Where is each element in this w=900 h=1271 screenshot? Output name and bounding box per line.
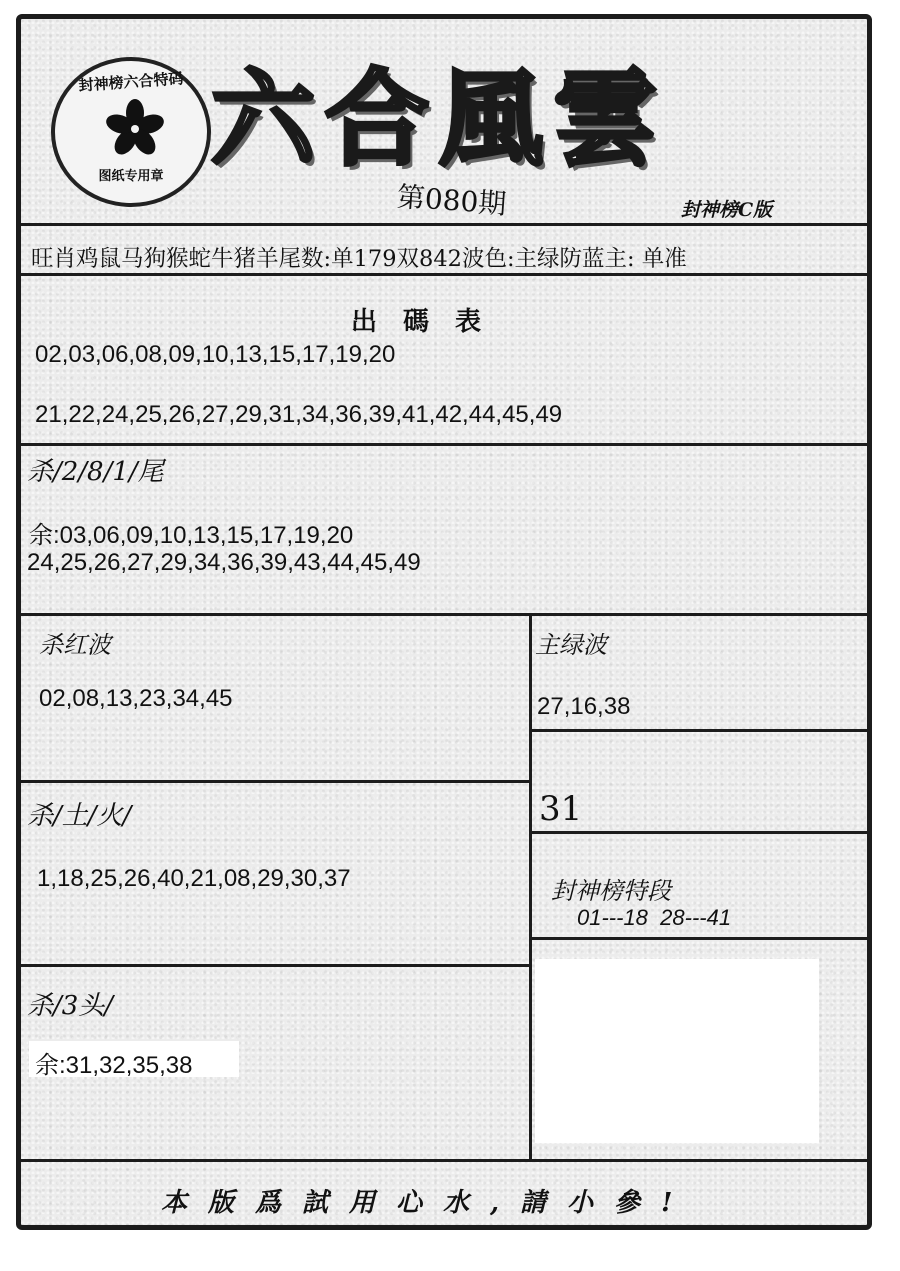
seal-top-text: 封神榜六合特码 bbox=[78, 69, 185, 95]
edition-label: 封神榜C版 bbox=[681, 199, 773, 221]
code-table-row-2: 21,22,24,25,26,27,29,31,34,36,39,41,42,44,45,49 bbox=[35, 401, 563, 428]
divider-right-3 bbox=[531, 937, 867, 940]
divider-left-2 bbox=[21, 964, 531, 967]
code-table-row-1: 02,03,06,08,09,10,13,15,17,19,20 bbox=[35, 341, 396, 368]
zodiac-line: 旺肖鸡鼠马狗猴蛇牛猪羊尾数:单179双842波色:主绿防蓝主: 单准 bbox=[31, 246, 687, 272]
main-green-numbers: 27,16,38 bbox=[537, 693, 631, 720]
footer-note: 本版爲試用心水,請小參! bbox=[161, 1188, 694, 1218]
blank-panel bbox=[535, 959, 819, 1143]
sheet-frame bbox=[16, 14, 872, 1230]
main-green-heading: 主绿波 bbox=[535, 631, 607, 659]
kill-head-numbers: 余:31,32,35,38 bbox=[35, 1052, 193, 1079]
special-number: 31 bbox=[539, 789, 583, 829]
page-title: 六合風雲 bbox=[211, 57, 668, 180]
divider-zodiac bbox=[21, 273, 867, 276]
code-table-title: 出碼表 bbox=[351, 307, 508, 337]
kill-red-heading: 杀红波 bbox=[39, 631, 111, 659]
divider-footer bbox=[21, 1159, 867, 1162]
special-segment-heading: 封神榜特段 bbox=[551, 877, 671, 905]
divider-kill-tail bbox=[21, 613, 867, 616]
divider-vertical bbox=[529, 613, 532, 1159]
kill-element-numbers: 1,18,25,26,40,21,08,29,30,37 bbox=[37, 865, 351, 892]
divider-right-1 bbox=[531, 729, 867, 732]
seal-stamp bbox=[51, 57, 211, 207]
divider-right-2 bbox=[531, 831, 867, 834]
divider-code-table bbox=[21, 443, 867, 446]
special-segment-ranges: 01---18 28---41 bbox=[577, 905, 732, 930]
divider-left-1 bbox=[21, 780, 531, 783]
kill-red-numbers: 02,08,13,23,34,45 bbox=[39, 685, 233, 712]
kill-head-heading: 杀/3头/ bbox=[27, 991, 114, 1021]
issue-number: 第080期 bbox=[395, 180, 508, 221]
bauhinia-icon bbox=[105, 99, 165, 159]
divider-header bbox=[21, 223, 867, 226]
kill-tail-row-2: 24,25,26,27,29,34,36,39,43,44,45,49 bbox=[27, 549, 421, 576]
kill-tail-row-1: 余:03,06,09,10,13,15,17,19,20 bbox=[29, 522, 354, 549]
kill-tail-heading: 杀/2/8/1/尾 bbox=[27, 457, 164, 487]
kill-element-heading: 杀/土/火/ bbox=[27, 801, 132, 831]
seal-bottom-text: 图纸专用章 bbox=[98, 169, 164, 184]
